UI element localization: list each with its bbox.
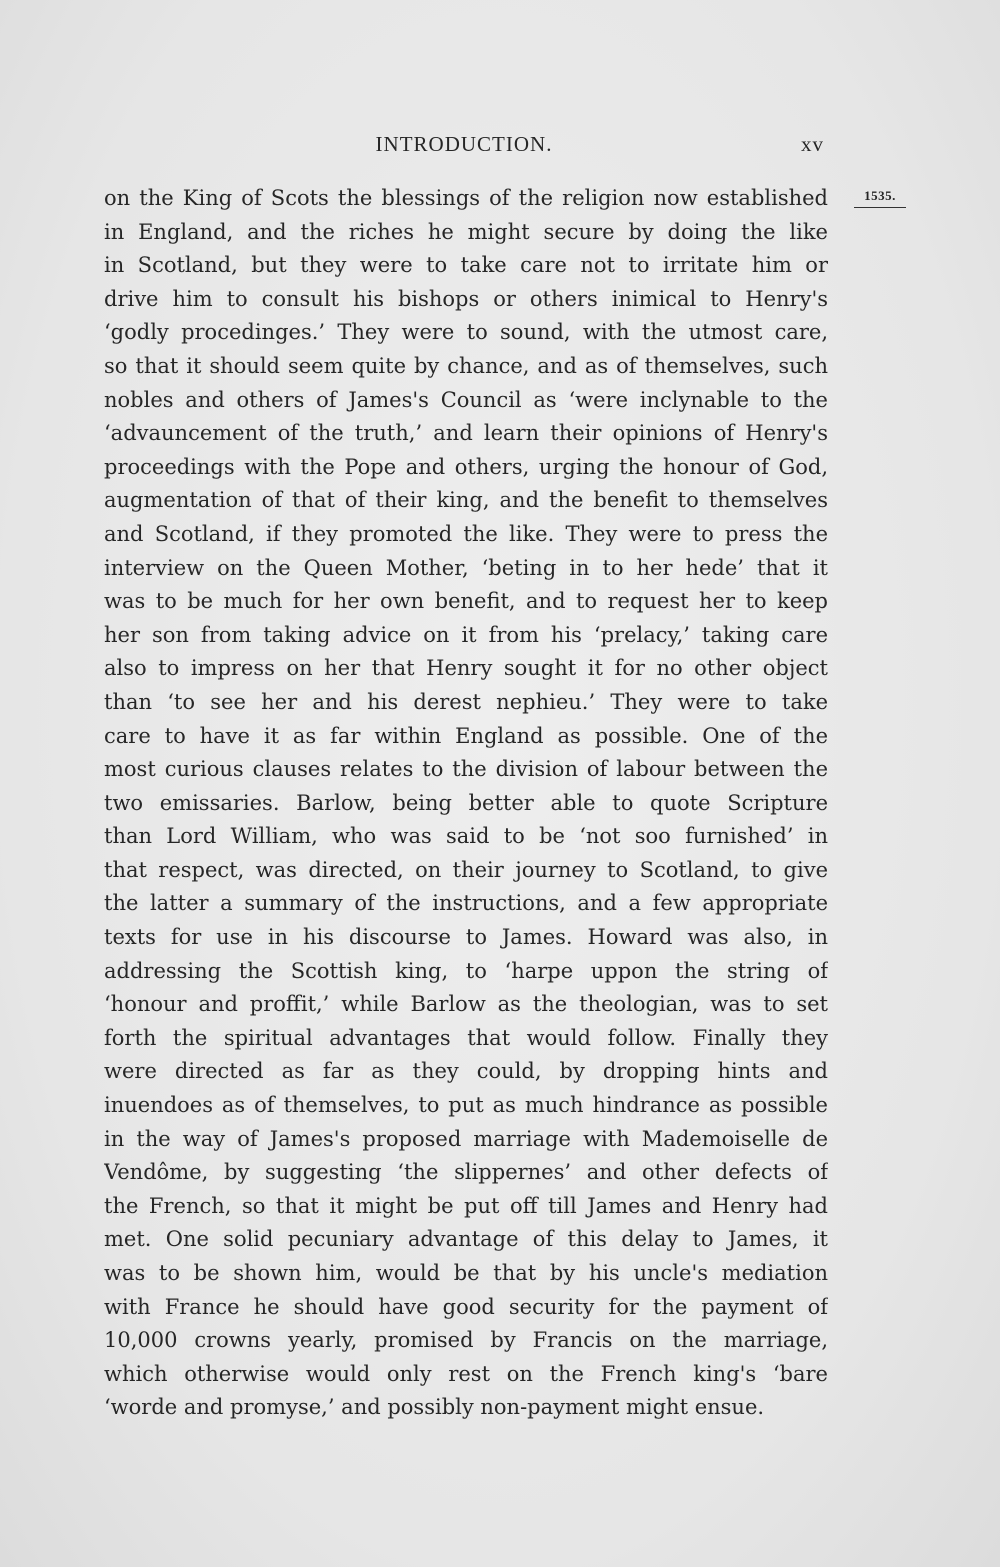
text-line: care to have it as far within England as possible. One of the bbox=[104, 723, 828, 748]
text-line: her son from taking advice on it from his ‘prelacy,’ taking care bbox=[104, 622, 828, 647]
text-line: in England, and the riches he might secure by doing the like bbox=[104, 219, 828, 244]
page-number: xv bbox=[801, 132, 824, 156]
text-line: proceedings with the Pope and others, urging the honour of God, bbox=[104, 454, 828, 479]
text-line: two emissaries. Barlow, being better able to quote Scripture bbox=[104, 790, 828, 815]
body-text bbox=[104, 182, 828, 1425]
text-line: met. One solid pecuniary advantage of this delay to James, it bbox=[104, 1227, 828, 1252]
text-line: that respect, was directed, on their journey to Scotland, to give bbox=[104, 857, 828, 882]
text-line: nobles and others of James's Council as ‘were inclynable to the bbox=[104, 387, 828, 412]
text-line: the latter a summary of the instructions, and a few appropriate bbox=[104, 891, 828, 916]
text-line: and Scotland, if they promoted the like. They were to press the bbox=[104, 521, 828, 546]
text-line: were directed as far as they could, by dropping hints and bbox=[104, 1059, 828, 1084]
text-line: in Scotland, but they were to take care not to irritate him or bbox=[104, 253, 828, 278]
text-line: ‘godly procedinges.’ They were to sound, with the utmost care, bbox=[104, 320, 828, 345]
text-line: so that it should seem quite by chance, and as of themselves, such bbox=[104, 353, 828, 378]
text-line: drive him to consult his bishops or others inimical to Henry's bbox=[104, 286, 828, 311]
text-line: ‘advauncement of the truth,’ and learn their opinions of Henry's bbox=[104, 421, 828, 446]
text-line: which otherwise would only rest on the French king's ‘bare bbox=[104, 1361, 828, 1386]
text-line: than Lord William, who was said to be ‘not soo furnished’ in bbox=[104, 824, 828, 849]
text-line: 10,000 crowns yearly, promised by Francis on the marriage, bbox=[104, 1328, 828, 1353]
text-line: Vendôme, by suggesting ‘the slippernes’ and other defects of bbox=[104, 1160, 828, 1185]
text-line: than ‘to see her and his derest nephieu.’ They were to take bbox=[104, 689, 828, 714]
running-head bbox=[104, 128, 824, 160]
text-line: on the King of Scots the blessings of the religion now established bbox=[104, 186, 828, 210]
margin-year-note: 1535. bbox=[854, 188, 906, 208]
running-title: INTRODUCTION. bbox=[375, 132, 553, 156]
text-line: ‘honour and proffit,’ while Barlow as the theologian, was to set bbox=[104, 992, 828, 1017]
text-line: augmentation of that of their king, and the benefit to themselves bbox=[104, 488, 828, 513]
text-line: with France he should have good security for the payment of bbox=[104, 1294, 828, 1319]
text-line: forth the spiritual advantages that would follow. Finally they bbox=[104, 1025, 828, 1050]
text-line: interview on the Queen Mother, ‘beting in to her hede’ that it bbox=[104, 555, 828, 580]
text-line: in the way of James's proposed marriage with Mademoiselle de bbox=[104, 1126, 828, 1151]
text-line-last: ‘worde and promyse,’ and possibly non-payment might ensue. bbox=[104, 1395, 765, 1420]
text-line: texts for use in his discourse to James. Howard was also, in bbox=[104, 925, 828, 950]
text-line: was to be shown him, would be that by his uncle's mediation bbox=[104, 1261, 828, 1285]
text-line: the French, so that it might be put off till James and Henry had bbox=[104, 1193, 828, 1218]
text-line: most curious clauses relates to the division of labour between the bbox=[104, 757, 828, 782]
text-line: inuendoes as of themselves, to put as much hindrance as possible bbox=[104, 1093, 828, 1118]
text-line: was to be much for her own benefit, and to request her to keep bbox=[104, 589, 828, 614]
text-line: addressing the Scottish king, to ‘harpe uppon the string of bbox=[104, 958, 828, 983]
text-line: also to impress on her that Henry sought it for no other object bbox=[104, 656, 828, 681]
